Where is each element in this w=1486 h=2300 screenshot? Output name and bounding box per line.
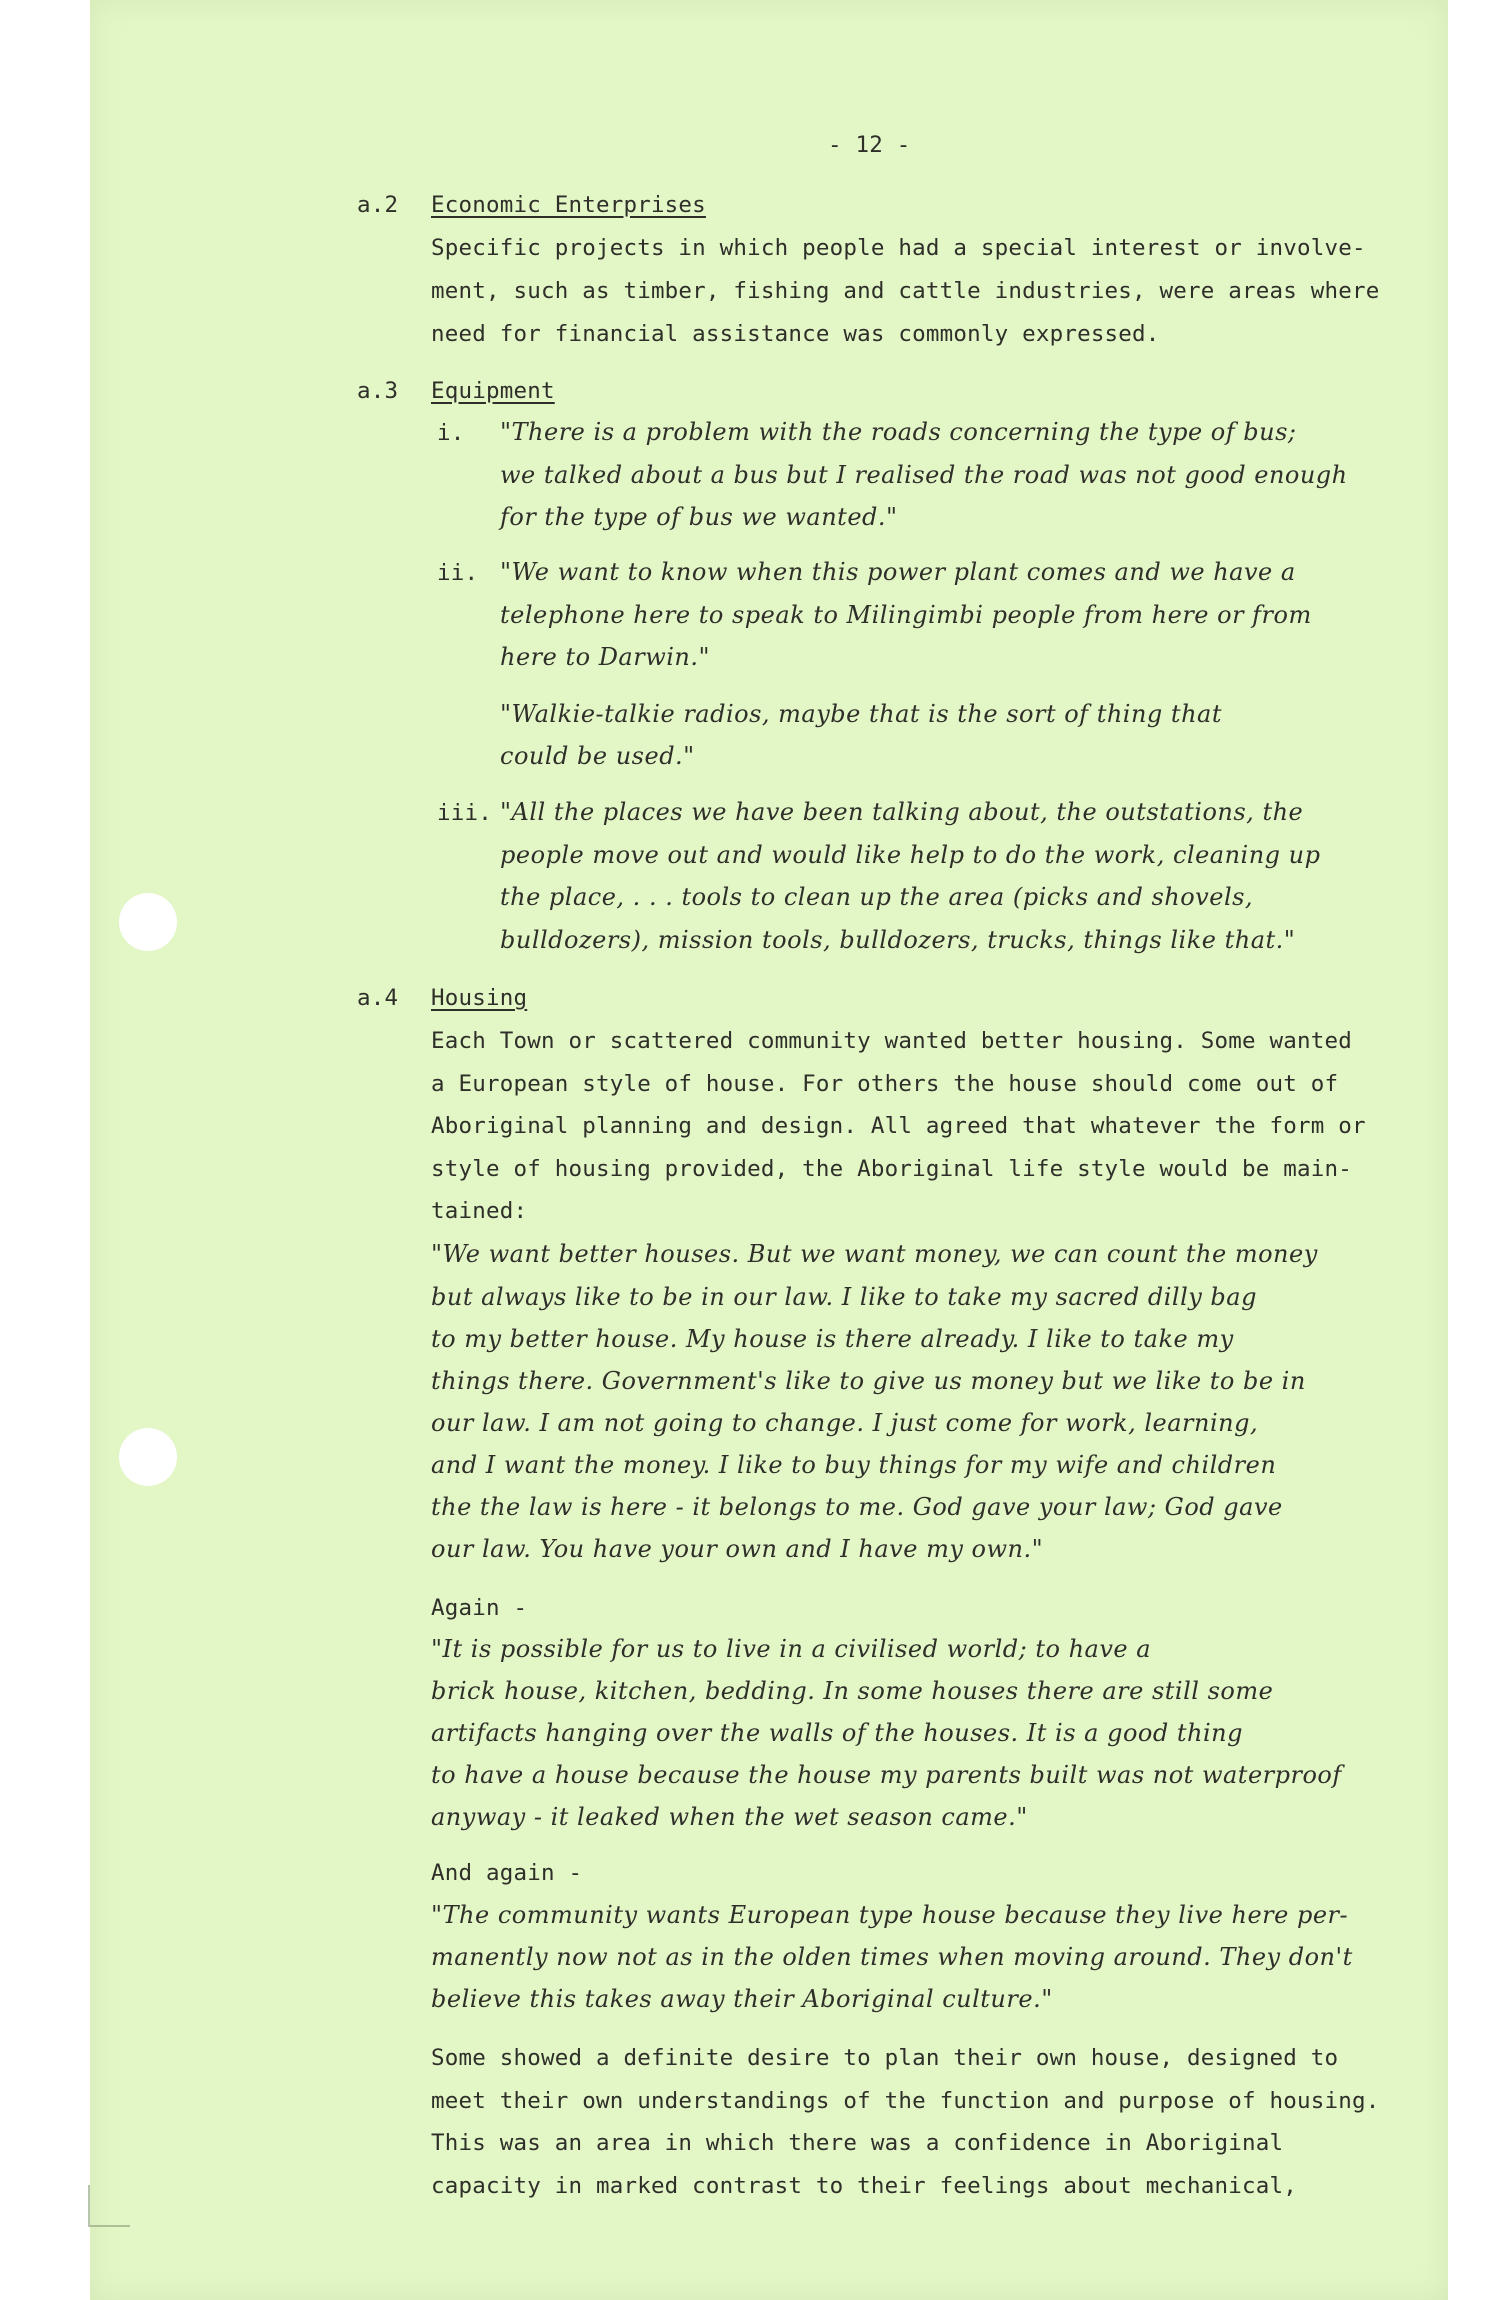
quote-line: the place, . . . tools to clean up the area (picks and shovels, xyxy=(500,883,1254,911)
punch-hole-bottom xyxy=(119,1428,177,1486)
paragraph-line: meet their own understandings of the function and purpose of housing. xyxy=(431,2088,1380,2114)
quote-line: to my better house. My house is there already. I like to take my xyxy=(431,1325,1234,1353)
quote-line: but always like to be in our law. I like to take my sacred dilly bag xyxy=(431,1283,1257,1311)
section-heading-equipment: Equipment xyxy=(431,378,555,404)
page-number: - 12 - xyxy=(828,132,911,158)
paragraph-line: Specific projects in which people had a special interest or involve- xyxy=(431,235,1366,261)
quote-line: "All the places we have been talking about, the outstations, the xyxy=(500,798,1304,826)
quote-line: artifacts hanging over the walls of the houses. It is a good thing xyxy=(431,1719,1243,1747)
quote-line: "The community wants European type house because they live here per- xyxy=(431,1901,1349,1929)
section-label-a2: a.2 xyxy=(357,192,399,218)
quote-line: the the law is here - it belongs to me. God gave your law; God gave xyxy=(431,1493,1283,1521)
quote-line: and I want the money. I like to buy things for my wife and children xyxy=(431,1451,1277,1479)
paragraph-line: Aboriginal planning and design. All agreed that whatever the form or xyxy=(431,1113,1366,1139)
quote-line: "Walkie-talkie radios, maybe that is the sort of thing that xyxy=(500,700,1222,728)
item-marker-ii: ii. xyxy=(437,560,479,586)
paragraph-line: Some showed a definite desire to plan their own house, designed to xyxy=(431,2045,1339,2071)
quote-line: could be used." xyxy=(500,742,695,770)
paragraph-line: ment, such as timber, fishing and cattle industries, were areas where xyxy=(431,278,1380,304)
quote-line: "There is a problem with the roads concerning the type of bus; xyxy=(500,418,1297,446)
paragraph-line: style of housing provided, the Aboriginal life style would be main- xyxy=(431,1156,1352,1182)
paragraph-line: tained: xyxy=(431,1198,528,1224)
quote-line: "We want better houses. But we want money, we can count the money xyxy=(431,1240,1318,1268)
section-label-a3: a.3 xyxy=(357,378,399,404)
paragraph-line: need for financial assistance was commonly expressed. xyxy=(431,321,1160,347)
section-label-a4: a.4 xyxy=(357,985,399,1011)
corner-fold-mark xyxy=(88,2185,130,2227)
quote-line: people move out and would like help to do the work, cleaning up xyxy=(500,841,1321,869)
quote-line: things there. Government's like to give us money but we like to be in xyxy=(431,1367,1306,1395)
item-marker-iii: iii. xyxy=(437,800,492,826)
quote-line: "It is possible for us to live in a civilised world; to have a xyxy=(431,1635,1152,1663)
paragraph-line: capacity in marked contrast to their feelings about mechanical, xyxy=(431,2173,1298,2199)
quote-line: bulldozers), mission tools, bulldozers, trucks, things like that." xyxy=(500,926,1296,954)
quote-line: our law. You have your own and I have my own." xyxy=(431,1535,1044,1563)
quote-line: manently now not as in the olden times when moving around. They don't xyxy=(431,1943,1353,1971)
quote-line: "We want to know when this power plant comes and we have a xyxy=(500,558,1296,586)
paragraph-line: Each Town or scattered community wanted better housing. Some wanted xyxy=(431,1028,1352,1054)
quote-line: telephone here to speak to Milingimbi people from here or from xyxy=(500,601,1312,629)
quote-line: here to Darwin." xyxy=(500,643,711,671)
and-again-label: And again - xyxy=(431,1860,583,1886)
again-label: Again - xyxy=(431,1595,528,1621)
item-marker-i: i. xyxy=(437,420,465,446)
quote-line: anyway - it leaked when the wet season came." xyxy=(431,1803,1028,1831)
quote-line: believe this takes away their Aboriginal culture." xyxy=(431,1985,1053,2013)
section-heading-housing: Housing xyxy=(431,985,528,1011)
quote-line: we talked about a bus but I realised the road was not good enough xyxy=(500,461,1348,489)
quote-line: our law. I am not going to change. I just come for work, learning, xyxy=(431,1409,1259,1437)
punch-hole-top xyxy=(119,893,177,951)
paragraph-line: This was an area in which there was a confidence in Aboriginal xyxy=(431,2130,1284,2156)
quote-line: brick house, kitchen, bedding. In some houses there are still some xyxy=(431,1677,1274,1705)
quote-line: for the type of bus we wanted." xyxy=(500,503,898,531)
paragraph-line: a European style of house. For others the house should come out of xyxy=(431,1071,1339,1097)
quote-line: to have a house because the house my parents built was not waterproof xyxy=(431,1761,1342,1789)
section-heading-economic-enterprises: Economic Enterprises xyxy=(431,192,706,218)
